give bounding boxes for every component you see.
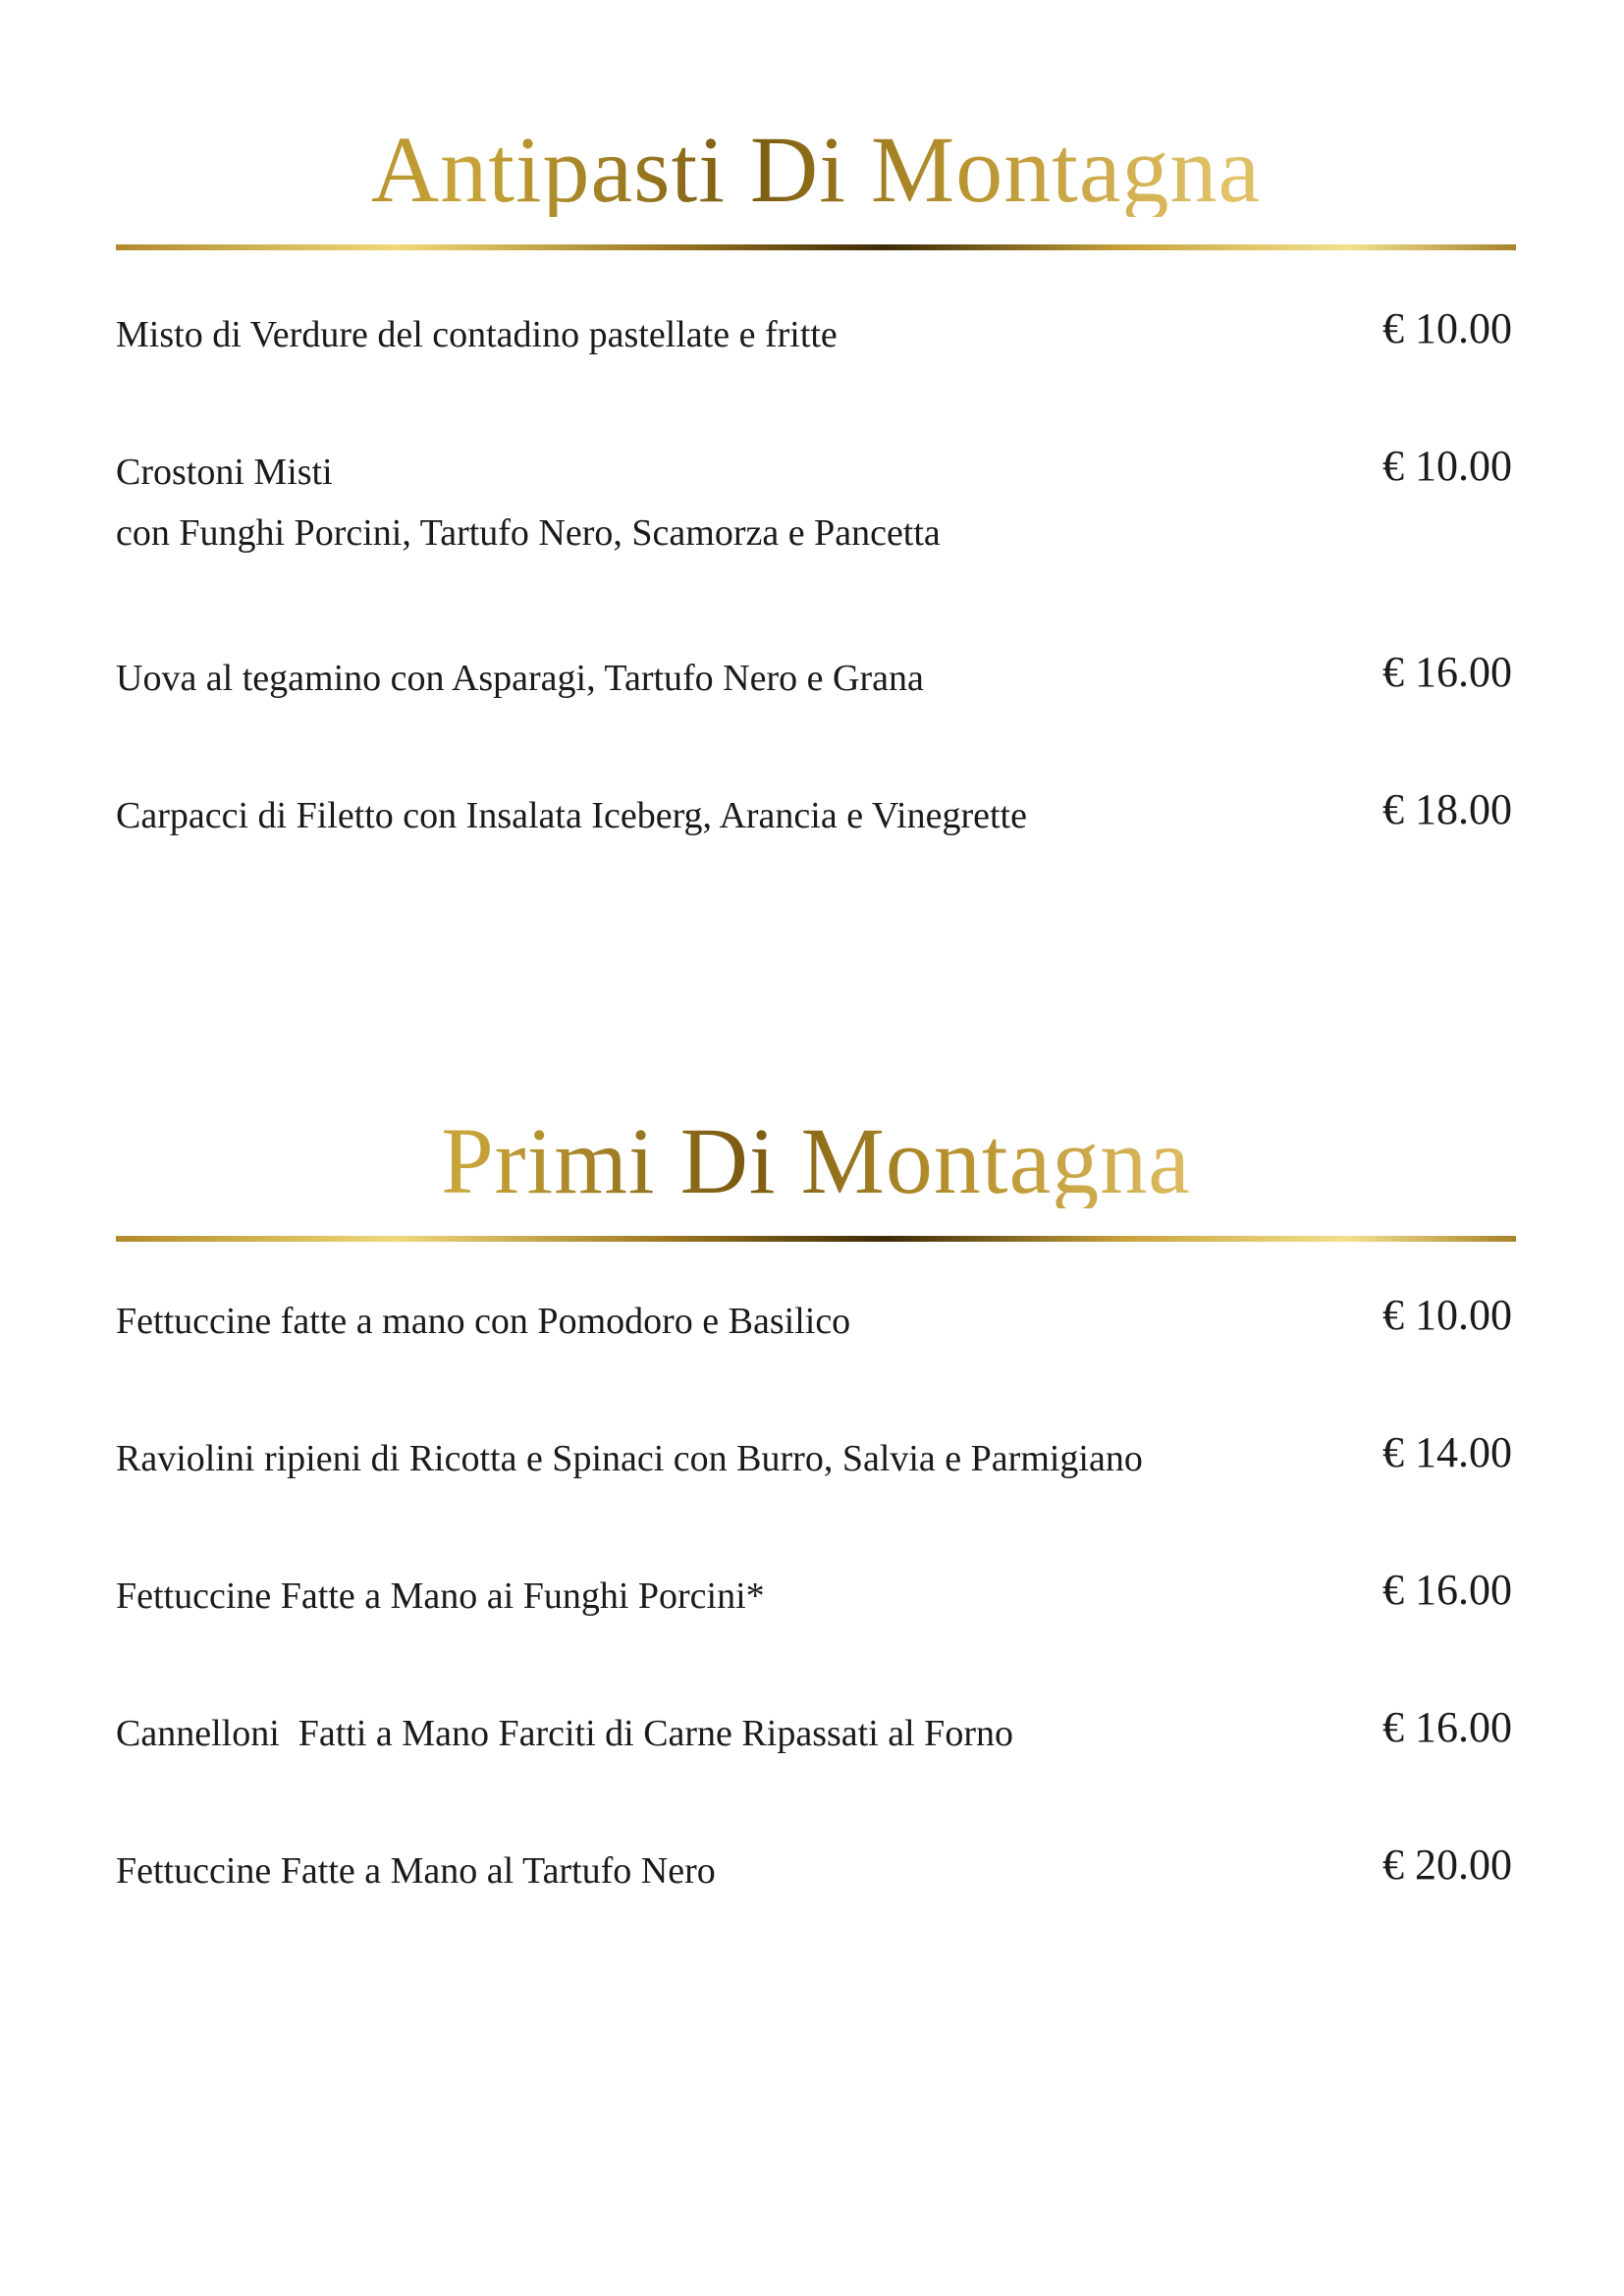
item-price: € 10.00: [1382, 442, 1512, 490]
item-price: € 10.00: [1382, 304, 1512, 352]
item-name: Carpacci di Filetto con Insalata Iceberg, Arancia e Vinegrette: [116, 795, 1027, 836]
menu-item: [116, 785, 1516, 846]
item-name: Misto di Verdure del contadino pastellate e fritte: [116, 314, 838, 355]
section-primi: [116, 1108, 1516, 1892]
menu-item: [116, 648, 1516, 709]
gold-divider: [116, 1236, 1516, 1242]
item-price: € 10.00: [1382, 1291, 1512, 1339]
menu-item: [116, 442, 1516, 563]
menu-item: [116, 1703, 1516, 1764]
item-price: € 18.00: [1382, 785, 1512, 833]
item-name: Fettuccine fatte a mano con Pomodoro e Basilico: [116, 1301, 851, 1342]
item-name: Raviolini ripieni di Ricotta e Spinaci con Burro, Salvia e Parmigiano: [116, 1438, 1143, 1479]
item-name: Fettuccine Fatte a Mano al Tartufo Nero: [116, 1850, 716, 1892]
menu-item: [116, 1841, 1516, 1901]
item-name: Cannelloni Fatti a Mano Farciti di Carne Ripassati al Forno: [116, 1713, 1013, 1754]
gold-divider: [116, 244, 1516, 250]
menu-item: [116, 1428, 1516, 1489]
item-name: Crostoni Misti: [116, 452, 333, 493]
item-price: € 16.00: [1382, 648, 1512, 696]
section-antipasti: [116, 117, 1516, 836]
section-title: Primi Di Montagna: [116, 1114, 1516, 1208]
menu-item: [116, 1291, 1516, 1352]
item-name: Uova al tegamino con Asparagi, Tartufo Nero e Grana: [116, 658, 924, 699]
menu-item: [116, 1566, 1516, 1627]
item-description: con Funghi Porcini, Tartufo Nero, Scamorza e Pancetta: [116, 512, 941, 554]
item-price: € 16.00: [1382, 1703, 1512, 1751]
item-price: € 20.00: [1382, 1841, 1512, 1889]
menu-item: [116, 304, 1516, 365]
item-name: Fettuccine Fatte a Mano ai Funghi Porcini*: [116, 1575, 765, 1617]
section-title: Antipasti Di Montagna: [116, 123, 1516, 217]
item-price: € 14.00: [1382, 1428, 1512, 1476]
item-price: € 16.00: [1382, 1566, 1512, 1614]
